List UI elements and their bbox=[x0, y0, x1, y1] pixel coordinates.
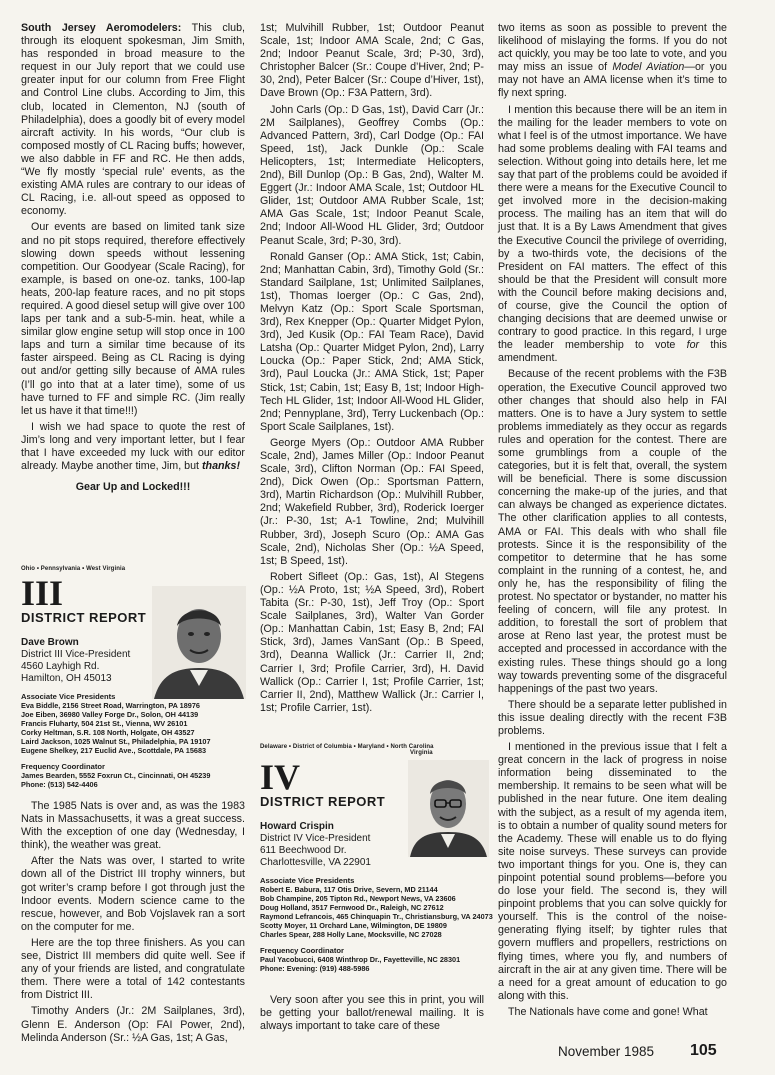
vp-name: Howard Crispin bbox=[260, 821, 334, 832]
assoc-heading: Associate Vice Presidents bbox=[260, 876, 355, 885]
paragraph: I mentioned in the previous issue that I felt a great concern in the lack of progress in noise information being disseminated to the membership. It remains to be seen what will be published in the near future. One item dealing with the subject, as a result of my agenda item, is to obtain a number of quality sound meters for the Academy. These will enable us to do flying site noise surveys. These surveys can provide two important things for you. One is, they can pinpoint potential sound problems—before you do lose your field. The second is, they will pinpoint problems that you can solve quickly for yourself. This is the control of the noise-generating flying itself; by tighter rules that govern mufflers and propellers, restrictions on flying times, where you fly, and numbers of aircraft in the air at any given time. There will be a need for a great amount of education to go along with this. bbox=[498, 741, 727, 1002]
paragraph: Robert Sifleet (Op.: Gas, 1st), Al Stegens (Op.: ½A Proto, 1st; ½A Speed, 3rd), Robert Tabita (Sr.: P-30, 1st), Jeff Troy (Op.: Sport Scale Sailplanes, 3rd), Walter Van Gorder (Op.: Manhattan Cabin, 1st; Easy B, 2nd; FAI Stick, 3rd), James VanSant (Op.: B Speed, 3rd), Deanna Wallick (Jr.: Carrier II, 2nd; Carrier I, 3rd; Profile Carrier, 3rd), H. David Wallick (Op.: Carrier I, 1st; Profile Carrier, 1st; Carrier II, 2nd), Matthew Wallick (Jr.: Carrier I, 1st; Profile Carrier, 1st). bbox=[260, 570, 484, 714]
freq-heading: Frequency Coordinator bbox=[21, 762, 105, 771]
district-numeral: IV bbox=[260, 757, 301, 797]
column-right bbox=[498, 22, 727, 1022]
signoff: Gear Up and Locked!!! bbox=[75, 481, 191, 494]
intro-paragraph: South Jersey Aeromodelers: This club, through its eloquent spokesman, Jim Smith, has responded in broad measure to the request in our July report that we could use greater input for our column from Free Flight and Control Line clubs. According to Jim, this club, located in Clementon, NJ (south of Philadelphia), does a goodly bit of every model aircraft activity. In his words, “Our club is composed mostly of CL Racing buffs; however, we also dabble in FF and RC. He then adds, “We fly mostly ‘special rule’ events, as the existing AMA rules are contrary to our ideas of CL Racing, i.e. all-out speed as opposed to economy. bbox=[21, 22, 245, 218]
paragraph: The 1985 Nats is over and, as was the 1983 Nats in Massachusetts, it was a great success. With the exception of one day (Wednesday, I think), the weather was great. bbox=[21, 800, 245, 852]
column-left-lower bbox=[21, 800, 245, 1048]
freq-heading: Frequency Coordinator bbox=[260, 946, 344, 955]
paragraph: George Myers (Op.: Outdoor AMA Rubber Scale, 2nd), James Miller (Op.: Indoor Peanut Scale, 3rd), Clifton Norman (Op.: FAI Speed, 2nd), Dick Owen (Op.: Sportsman Pattern, 3rd), Martin Richardson (Op.: Mulvihill Rubber, 2nd; Wakefield Rubber, 3rd), Roderick Ioerger (Jr.: P-30, 1st; A-1 Towline, 2nd; Mulvihill Rubber, 3rd), Joseph Scuro (Op.: AMA Gas Scale, 2nd), Nicholas Sher (Op.: ½A Speed, 1st; B Speed, 1st). bbox=[260, 436, 484, 567]
paragraph: The Nationals have come and gone! What bbox=[508, 1005, 708, 1018]
paragraph: After the Nats was over, I started to write down all of the District III trophy winners, but got writer’s cramp before I got through just the Indoor events. Modern science came to the rescue, however, and Bob Vojslavek ran a sort on the computer for me. bbox=[21, 855, 245, 933]
paragraph: Very soon after you see this in print, you will be getting your ballot/renewal mailing. It is always important to take care of these bbox=[260, 994, 484, 1033]
paragraph: I mention this because there will be an item in the mailing for the leader members to vote on what I feel is of the utmost importance. We have had some problems dealing with FAI teams and selection. Without going into details here, let me say that part of the problems could be avoided if there were a means for the Executive Council to get involved more in the decision-making process. The mailing has an item that will do just that. It is a By Laws Amendment that gives the Executive Council the privilege of overriding, by a two-thirds vote, the decisions of the President on FAI matters. The effect of this should be that the President will consult more with the Council before making decisions and, of course, give the Council the option of changing decisions that are deemed unwise or contrary to good practice. In this regard, I urge the leader membership to vote for this amendment. bbox=[498, 103, 727, 365]
column-middle-lower bbox=[260, 994, 484, 1036]
district-iv-header: Delaware • District of Columbia • Maryland • North Carolina Virginia IV DISTRICT REPORT Howard Crispin District IV Vice-President 611 Beechwood Dr. Charlottesville, VA 22901 Associate Vice Presidents Robert E. Babura, 117 Otis Drive, Severn, MD 21144 Bob Champine, 205 Tipton Rd., Newport News, VA 23606 Doug Holland, 3517 Fernwood Dr., Raleigh, NC 27612 Raymond Lefrancois, 465 Chinquapin Tr., Christiansburg, VA 24073 Scotty Moyer, 11 Orchard Lane, Wilmington, DE 19809 Charles Spear, 288 Holly Lane, Mocksville, NC 27028 Frequency Coordinator Paul Yacobucci, 6408 Winthrop Dr., Fayetteville, NC 28301 Phone: Evening: (919) 488-5986 bbox=[260, 744, 496, 973]
column-middle bbox=[260, 22, 484, 718]
paragraph: Our events are based on limited tank size and no pit stops required, therefore effectively slowing down speeds without lessening competition. Our Goodyear (Scale Racing), for example, is based on one-oz. tanks, 100-lap heats, 200-lap feature races, and no pit stops required. A good diesel setup will give over 100 laps per tank and a sub-5-min. heat, while a similar glow engine setup will stop once in 100 laps and turn a similar time because of its faster airspeed. Being as CL Racing is dying out and/or getting silly because of AMA rules (I’ll go into that at a later time), some of us have turned to FF and simple RC. (Jim really let us have it that time!!!) bbox=[21, 221, 245, 417]
vp-address: 4560 Layhigh Rd. bbox=[21, 661, 100, 672]
paragraph: Timothy Anders (Jr.: 2M Sailplanes, 3rd), Glenn E. Anderson (Op: FAI Power, 2nd), Melinda Anderson (Sr.: ½A Gas, 1st; A Gas, bbox=[21, 1005, 245, 1044]
paragraph: I wish we had space to quote the rest of Jim’s long and very important letter, but I fear that I have exceeded my luck with our editor already. Maybe another time, Jim, but thanks! bbox=[21, 420, 245, 473]
paragraph: two items as soon as possible to prevent the likelihood of mislaying the forms. If you do not act quickly, you may be too late to vote, and you may miss an issue of Model Aviation—or you may not have an AMA license when it’s time to fly next spring. bbox=[498, 22, 727, 100]
district-states: Ohio • Pennsylvania • West Virginia bbox=[21, 566, 126, 572]
paragraph: 1st; Mulvihill Rubber, 1st; Outdoor Peanut Scale, 1st; Indoor AMA Scale, 2nd; C Gas, 2nd; Indoor Peanut Scale, 3rd; P-30, 3rd), Christopher Balcer (Sr.: Coupe d’Hiver, 2nd; P-30, 2nd), Peter Balcer (Sr.: Coupe d’Hiver, 1st), Dave Brown (Op.: F3A Pattern, 3rd). bbox=[260, 22, 484, 100]
paragraph: Here are the top three finishers. As you can see, District III members did quite well. See if any of your friends are listed, and congratulate them. There were a total of 142 contestants from District III. bbox=[21, 936, 245, 1002]
assoc-heading: Associate Vice Presidents bbox=[21, 692, 116, 701]
club-heading: South Jersey Aeromodelers: bbox=[21, 22, 182, 34]
paragraph: John Carls (Op.: D Gas, 1st), David Carr (Jr.: 2M Sailplanes), Geoffrey Combs (Op.: Advanced Pattern, 3rd), Carl Dodge (Op.: FAI Speed, 1st), Jack Dunkle (Op.: Scale Helicopters, 1st; Intermediate Helicopters, 2nd), Bill Dunlop (Op.: B Gas, 2nd), Walter M. Eggert (Jr.: Indoor AMA Scale, 1st; Outdoor HL Glider, 1st; Outdoor AMA Rubber Scale, 1st; AMA Gas Scale, 1st; Indoor Peanut Scale, 2nd; Indoor All-Wood HL Glider, 3rd; Outdoor Peanut Scale, 3rd; P-30, 3rd). bbox=[260, 103, 484, 247]
page-number: 105 bbox=[690, 1042, 717, 1059]
district-states: Delaware • District of Columbia • Maryland • North Carolina bbox=[260, 744, 434, 750]
district-numeral: III bbox=[21, 573, 64, 613]
district-iii-header: Ohio • Pennsylvania • West Virginia III DISTRICT REPORT Dave Brown District III Vice-President 4560 Layhigh Rd. Hamilton, OH 45013 Associate Vice Presidents Eva Biddle, 2156 Street Road, Warrington, PA 18976 Joe Eiben, 36980 Valley Forge Dr., Solon, OH 44139 Francis Fluharty, 504 21st St., Vienna, WV 26101 Corky Heltman, S.R. 108 North, Holgate, OH 43527 Laird Jackson, 1025 Walnut St., Philadelphia, PA 19107 Eugene Shelkey, 217 Euclid Ave., Scottdale, PA 15683 Frequency Coordinator James Bearden, 5552 Foxrun Ct., Cincinnati, OH 45239 Phone: (513) 542-4406 bbox=[21, 566, 251, 789]
vp-name: Dave Brown bbox=[21, 637, 79, 648]
paragraph: Ronald Ganser (Op.: AMA Stick, 1st; Cabin, 2nd; Manhattan Cabin, 3rd), Timothy Gold (Sr.: Standard Sailplane, 1st; Unlimited Sailplanes, 1st), Thomas Ioerger (Op.: C Gas, 2nd), Melvyn Katz (Op.: Sport Scale Sportsman, 3rd), Rex Knepper (Op.: Quarter Midget Pylon, 3rd), Jed Kusik (Op.: FAI Team Race), David Latsha (Op.: Quarter Midget Pylon, 2nd), Larry Loucka (Op.: Paper Stick, 2nd; AMA Stick, 3rd), Paul Loucka (Jr.: AMA Stick, 1st; Paper Stick, 1st; Cabin, 1st; Easy B, 1st; Indoor High-Tech HL Glider, 1st; Indoor All-Wood HL Glider, 2nd; Pennyplane, 3rd), Terry Luckenbach (Op.: Sport Scale Sailplanes, 1st). bbox=[260, 250, 484, 433]
vp-title: District III Vice-President bbox=[21, 649, 131, 660]
vp-city: Hamilton, OH 45013 bbox=[21, 673, 112, 684]
vp-city: Charlottesville, VA 22901 bbox=[260, 857, 371, 868]
vp-title: District IV Vice-President bbox=[260, 833, 371, 844]
paragraph: There should be a separate letter published in this issue dealing directly with the recent F3B problems. bbox=[498, 698, 727, 737]
vp-photo bbox=[408, 760, 489, 857]
column-left bbox=[21, 22, 245, 497]
district-title: DISTRICT REPORT bbox=[260, 794, 386, 809]
vp-photo bbox=[152, 586, 246, 699]
district-title: DISTRICT REPORT bbox=[21, 610, 147, 625]
page-footer bbox=[558, 1044, 654, 1059]
paragraph: Because of the recent problems with the F3B operation, the Executive Council approved two other changes that should also help in FAI matters. One is to have a Jury system to settle problems immediately as they occur as regards rules and operation for the contest. There are some grumblings from a couple of the categories, but it is felt that, overall, the system will be beneficial. There is some discussion concerning the make-up of the juries, and that can always be changed as experience dictates. The other clarification applies to all contests, AMA or FAI. This deals with who shall file protests. Since it is the responsibility of the competitor to determine that he has some complaint in the running of a contest, he, and only he, has the responsibility of filing the protest. No spectator or bystander, no matter his feeling of concern, will file any protest. In addition, to forestall the sort of problem that arose at Reno last year, the protest must be accepted and processed in accordance with the existing rules. These things should go a long way towards preventing some of the disgraceful happenings of the past two years. bbox=[498, 368, 727, 695]
vp-address: 611 Beechwood Dr. bbox=[260, 845, 347, 856]
issue-date: November 1985 bbox=[558, 1044, 655, 1059]
